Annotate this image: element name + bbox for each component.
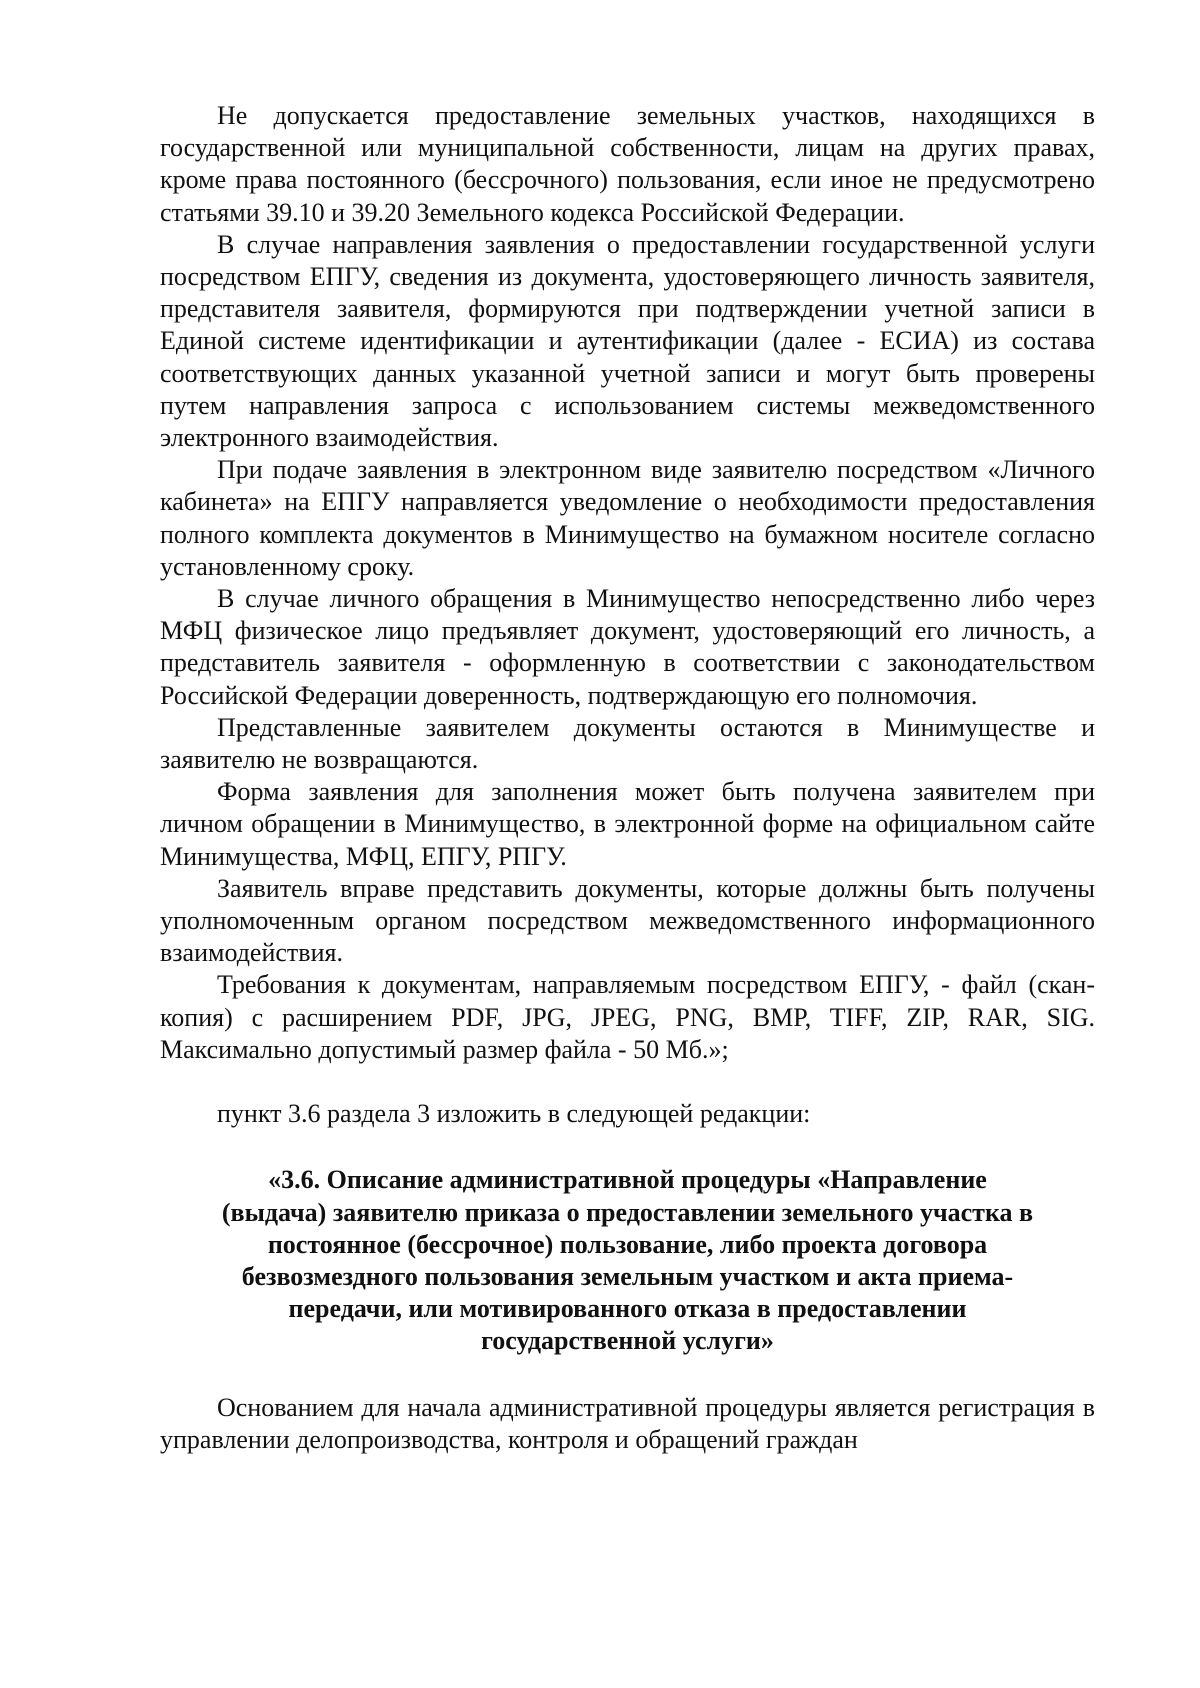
paragraph-documents-retained: Представленные заявителем документы остаются в Минимуществе и заявителю не возвращаются. (160, 712, 1095, 775)
paragraph-epgu-identity: В случае направления заявления о предоставлении государственной услуги посредством ЕПГУ, сведения из документа, удостоверяющего личность заявителя, представителя заявителя, формируются при подтверждении учетной записи в Единой системе идентификации и аутентификации (далее - ЕСИА) из состава соответствующих данных указанной учетной записи и могут быть проверены путем направления запроса с использованием системы межведомственного электронного взаимодействия. (160, 229, 1095, 453)
paragraph-procedure-basis: Основанием для начала административной процедуры является регистрация в управлении делопроизводства, контроля и обращений граждан (160, 1392, 1095, 1454)
paragraph-personal-visit: В случае личного обращения в Минимущество непосредственно либо через МФЦ физическое лицо предъявляет документ, удостоверяющий его личность, а представитель заявителя - оформленную в соответствии с законодательством Российской Федерации доверенность, подтверждающую его полномочия. (160, 584, 1095, 710)
document-body (160, 100, 1095, 1456)
paragraph-electronic-submission: При подаче заявления в электронном виде заявителю посредством «Личного кабинета» на ЕПГУ направляется уведомление о необходимости предоставления полного комплекта документов в Минимущество на бумажном носителе согласно установленному сроку. (160, 455, 1095, 581)
paragraph-file-requirements: Требования к документам, направляемым посредством ЕПГУ, - файл (скан-копия) с расширением PDF, JPG, JPEG, PNG, BMP, TIFF, ZIP, RAR, SIG. Максимально допустимый размер файла - 50 Мб.»; (160, 970, 1095, 1064)
section-heading: «3.6. Описание административной процедуры «Направление (выдача) заявителю приказа о предоставлении земельного участка в постоянное (бессрочное) пользование, либо проекта договора безвозмездного пользования земельным участком и акта приема-передачи, или мотивированного отказа в предоставлении государственной услуги» (221, 1165, 1034, 1356)
amendment-instruction: пункт 3.6 раздела 3 изложить в следующей редакции: (217, 1099, 811, 1129)
paragraph-land-plots-restriction: Не допускается предоставление земельных участков, находящихся в государственной или муниципальной собственности, лицам на других правах, кроме права постоянного (бессрочного) пользования, если иное не предусмотрено статьями 39.10 и 39.20 Земельного кодекса Российской Федерации. (160, 101, 1095, 227)
paragraph-applicant-right: Заявитель вправе представить документы, которые должны быть получены уполномоченным органом посредством межведомственного информационного взаимодействия. (160, 873, 1095, 968)
paragraph-application-form: Форма заявления для заполнения может быть получена заявителем при личном обращении в Минимущество, в электронной форме на официальном сайте Минимущества, МФЦ, ЕПГУ, РПГУ. (160, 777, 1095, 871)
